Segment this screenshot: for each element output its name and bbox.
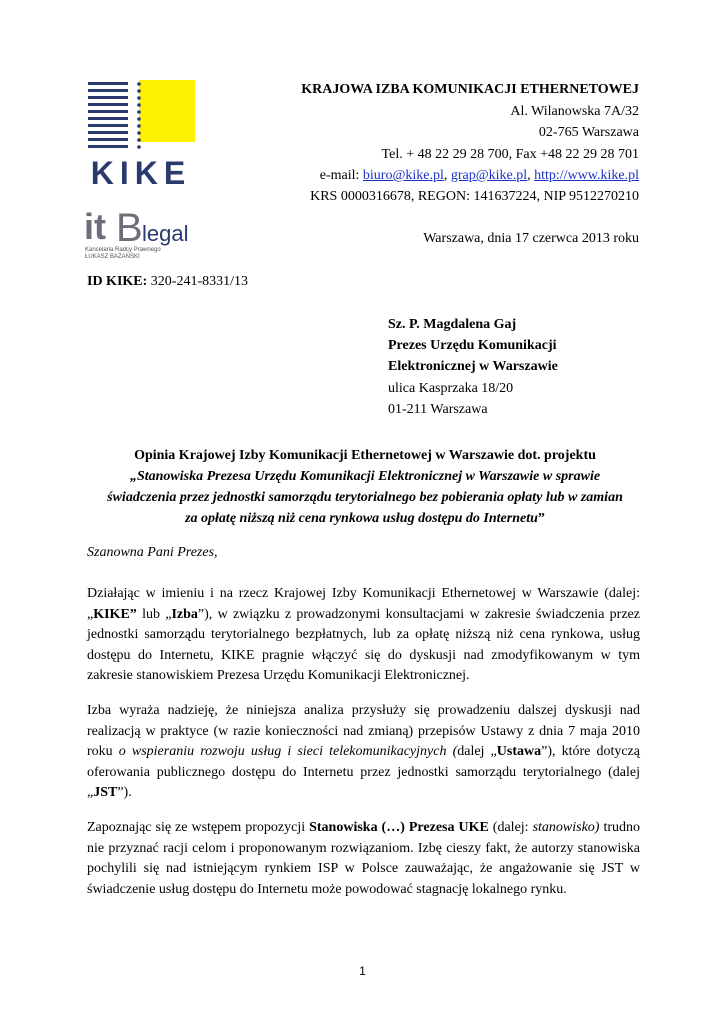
title-line-3: świadczenia przez jednostki samorządu terytorialnego bez pobierania opłaty lub w zamian xyxy=(107,490,623,505)
kike-logo-text: KIKE xyxy=(90,155,192,190)
itblegal-logo xyxy=(84,205,200,261)
recipient-title-1: Prezes Urzędu Komunikacji xyxy=(388,338,557,353)
sender-street: Al. Wilanowska 7A/32 xyxy=(510,104,639,119)
svg-text:B: B xyxy=(116,206,143,250)
sender-phone: Tel. + 48 22 29 28 700, Fax +48 22 29 28 701 xyxy=(381,147,639,162)
svg-text:ŁUKASZ BAŻAŃSKI: ŁUKASZ BAŻAŃSKI xyxy=(85,254,140,260)
paragraph-1: Działając w imieniu i na rzecz Krajowej Izby Komunikacji Ethernetowej w Warszawie (dalej: „KIKE” lub „Izba”), w związku z prowadzonymi konsultacjami w zakresie świadczenia przez jednostki samorządu terytorialnego bezpłatnych, lub za opłatę niższą niż cena rynkowa, usług dostępu do Internetu, KIKE pragnie włączyć się do dyskusji nad zmodyfikowanym w tym zakresie stanowiskiem Prezesa Urzędu Komunikacji Elektronicznej. xyxy=(87,586,640,683)
svg-text:Kancelaria Radcy Prawnego: Kancelaria Radcy Prawnego xyxy=(85,247,161,253)
kike-logo xyxy=(86,80,196,190)
opinion-title xyxy=(95,445,635,529)
title-line-2: „Stanowiska Prezesa Urzędu Komunikacji Elektronicznej w Warszawie w sprawie xyxy=(129,469,601,484)
letter-date: Warszawa, dnia 17 czerwca 2013 roku xyxy=(423,231,639,246)
title-line-4: za opłatę niższą niż cena rynkowa usług dostępu do Internetu” xyxy=(185,511,545,526)
email-link-grap[interactable]: grap@kike.pl xyxy=(450,168,528,183)
recipient-name: Sz. P. Magdalena Gaj xyxy=(388,317,517,332)
sender-registry: KRS 0000316678, REGON: 141637224, NIP 9512270210 xyxy=(310,189,639,204)
page-number: 1 xyxy=(359,964,366,978)
sender-email-line: e-mail: biuro@kike.pl, grap@kike.pl, http://www.kike.pl xyxy=(319,168,639,183)
recipient-city: 01-211 Warszawa xyxy=(388,402,488,417)
title-line-1: Opinia Krajowej Izby Komunikacji Ethernetowej w Warszawie dot. projektu xyxy=(134,448,596,463)
document-id: ID KIKE: 320-241-8331/13 xyxy=(87,274,249,289)
recipient-street: ulica Kasprzaka 18/20 xyxy=(388,381,514,396)
sender-city: 02-765 Warszawa xyxy=(538,125,639,140)
paragraph-2: Izba wyraża nadzieję, że niniejsza analiza przysłuży się prowadzeniu dalszej dyskusji nad realizacją w praktyce (w razie konieczności nad zmianą) przepisów Ustawy z dnia 7 maja 2010 roku o wspieraniu rozwoju usług i sieci telekomunikacyjnych (dalej „Ustawa”), które dotyczą oferowania publicznego dostępu do Internetu przez jednostki samorządu terytorialnego (dalej „JST”). xyxy=(87,703,640,800)
svg-text:it: it xyxy=(84,206,106,247)
email-link-biuro[interactable]: biuro@kike.pl xyxy=(362,168,444,183)
svg-text:legal: legal xyxy=(142,221,189,246)
recipient-title-2: Elektronicznej w Warszawie xyxy=(388,359,558,374)
sender-name: KRAJOWA IZBA KOMUNIKACJI ETHERNETOWEJ xyxy=(301,82,639,97)
website-link[interactable]: http://www.kike.pl xyxy=(534,168,639,183)
salutation: Szanowna Pani Prezes, xyxy=(87,545,218,560)
paragraph-3: Zapoznając się ze wstępem propozycji Stanowiska (…) Prezesa UKE (dalej: stanowisko) trudno nie przyznać racji celom i proponowanym rozwiązaniom. Izbę cieszy fakt, że autorzy stanowiska pochylili się nad istniejącym rynkiem ISP w Polsce zauważając, że angażowanie się JST w świadczenie usług dostępu do Internetu może powodować stagnację lokalnego rynku. xyxy=(87,820,640,897)
